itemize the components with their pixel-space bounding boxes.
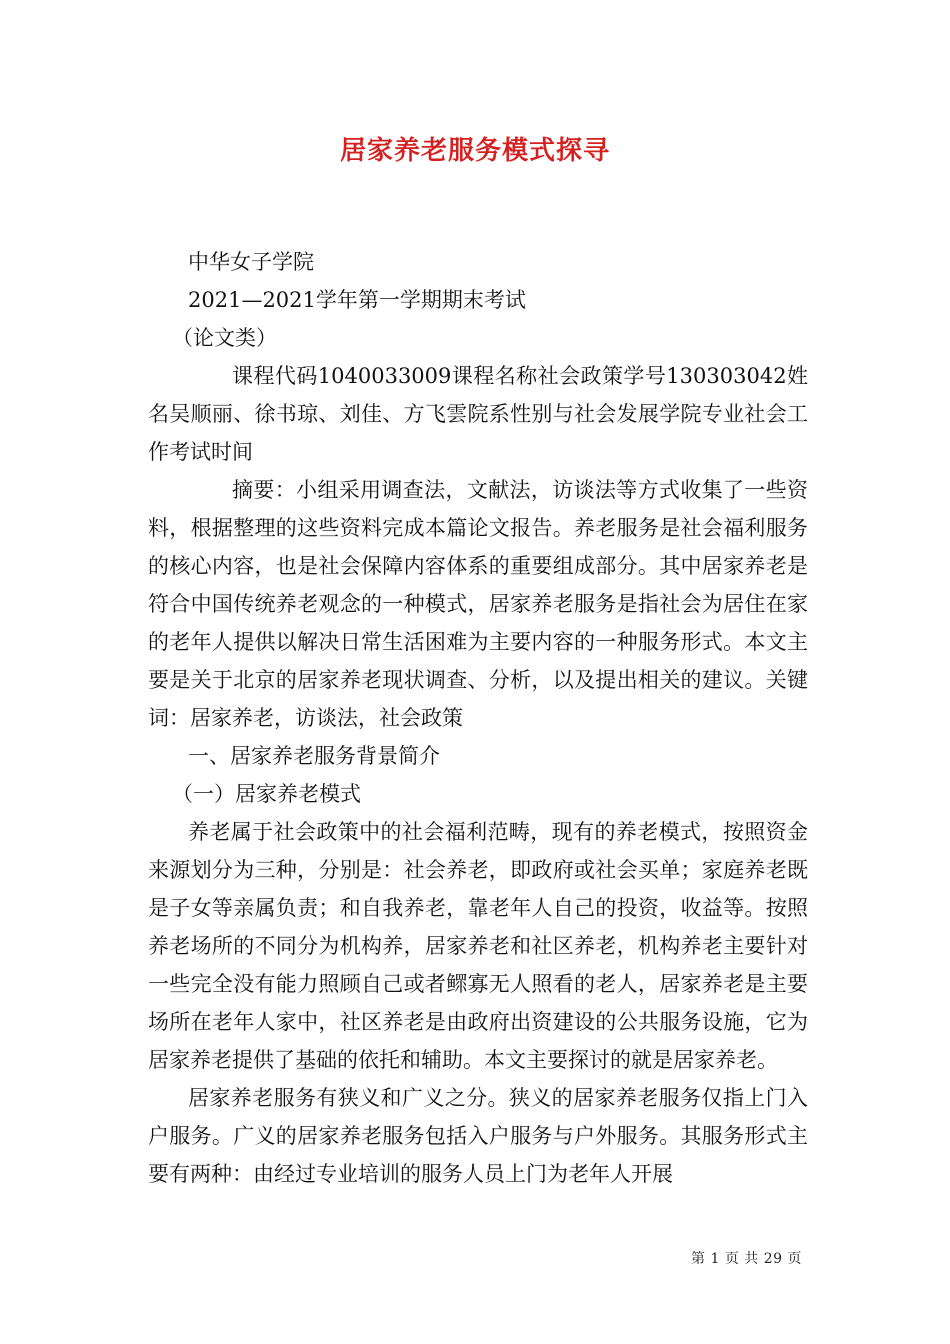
course-info: 课程代码1040033009课程名称社会政策学号130303042姓名吴顺丽、徐书琼、刘佳、方飞雲院系性别与社会发展学院专业社会工作考试时间: [148, 364, 808, 464]
abstract-paragraph: 摘要：小组采用调查法，文献法，访谈法等方式收集了一些资料，根据整理的这些资料完成本篇论文报告。养老服务是社会福利服务的核心内容，也是社会保障内容体系的重要组成部分。其中居家养老是符合中国传统养老观念的一种模式，居家养老服务是指社会为居住在家的老年人提供以解决日常生活困难为主要内容的一种服务形式。本文主要是关于北京的居家养老现状调查、分析，以及提出相关的建议。关键词：居家养老，访谈法，社会政策: [148, 478, 808, 730]
exam-title: 2021—2021学年第一学期期末考试: [188, 288, 526, 312]
section-heading: 一、居家养老服务背景简介: [188, 744, 440, 768]
subsection-heading: （一）居家养老模式: [172, 782, 361, 806]
body-paragraph-2: 居家养老服务有狭义和广义之分。狭义的居家养老服务仅指上门入户服务。广义的居家养老服务包括入户服务与户外服务。其服务形式主要有两种：由经过专业培训的服务人员上门为老年人开展: [148, 1086, 808, 1186]
page-number: 第 1 页 共 29 页: [691, 1251, 802, 1267]
paper-category: （论文类）: [172, 326, 277, 350]
school-name: 中华女子学院: [188, 250, 314, 274]
document-body: [148, 243, 808, 1193]
body-paragraph-1: 养老属于社会政策中的社会福利范畴，现有的养老模式，按照资金来源划分为三种，分别是：社会养老，即政府或社会买单；家庭养老既是子女等亲属负责；和自我养老，靠老年人自己的投资，收益等。按照养老场所的不同分为机构养，居家养老和社区养老，机构养老主要针对一些完全没有能力照顾自己或者鳏寡无人照看的老人，居家养老是主要场所在老年人家中，社区养老是由政府出资建设的公共服务设施，它为居家养老提供了基础的依托和辅助。本文主要探讨的就是居家养老。: [148, 820, 808, 1072]
document-title: 居家养老服务模式探寻: [339, 136, 610, 166]
